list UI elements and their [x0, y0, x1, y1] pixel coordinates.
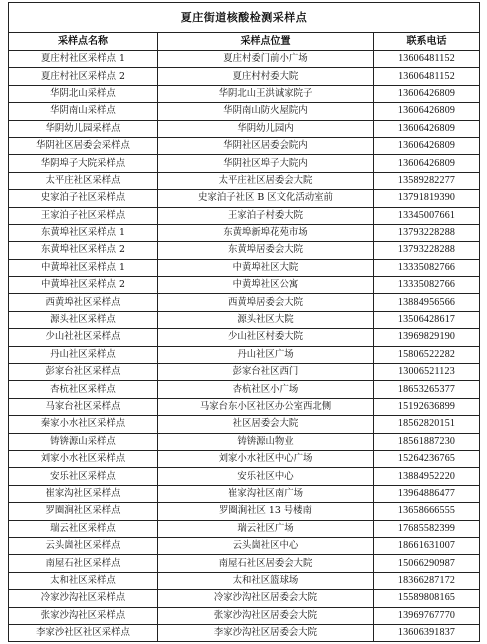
- phone-cell: 13658666555: [374, 503, 480, 520]
- table-row: [9, 416, 480, 433]
- table-row: [9, 224, 480, 241]
- site-location-cell: 王家泊子村委大院: [158, 207, 374, 224]
- phone-cell: 18661631007: [374, 537, 480, 554]
- phone-cell: 18562820151: [374, 416, 480, 433]
- site-name-cell: 罗圈涧社区采样点: [9, 503, 158, 520]
- phone-cell: 13606426809: [374, 155, 480, 172]
- table-row: [9, 207, 480, 224]
- site-location-cell: 罗圈涧社区 13 号楼南: [158, 503, 374, 520]
- site-location-cell: 社区居委会大院: [158, 416, 374, 433]
- site-location-cell: 冷家沙沟社区居委会大院: [158, 590, 374, 607]
- table-title: 夏庄街道核酸检测采样点: [9, 3, 480, 33]
- table-row: [9, 242, 480, 259]
- site-location-cell: 夏庄村委门前小广场: [158, 51, 374, 68]
- phone-cell: 13606426809: [374, 120, 480, 137]
- site-name-cell: 太平庄社区采样点: [9, 172, 158, 189]
- phone-cell: 13006521123: [374, 364, 480, 381]
- site-name-cell: 史家泊子社区采样点: [9, 190, 158, 207]
- column-header-site-name: 采样点名称: [9, 33, 158, 51]
- table-row: [9, 294, 480, 311]
- site-location-cell: 丹山社区广场: [158, 346, 374, 363]
- sampling-sites-sheet: [8, 2, 479, 642]
- site-name-cell: 夏庄村社区采样点 1: [9, 51, 158, 68]
- table-row: [9, 433, 480, 450]
- site-location-cell: 史家泊子社区 B 区文化活动室前: [158, 190, 374, 207]
- site-location-cell: 太平庄社区居委会大院: [158, 172, 374, 189]
- site-location-cell: 东黄埠居委会大院: [158, 242, 374, 259]
- site-name-cell: 华阴幼儿园采样点: [9, 120, 158, 137]
- site-location-cell: 夏庄村村委大院: [158, 68, 374, 85]
- phone-cell: 13335082766: [374, 277, 480, 294]
- site-location-cell: 马家台东小区社区办公室西北侧: [158, 398, 374, 415]
- site-location-cell: 铸锛源山物业: [158, 433, 374, 450]
- site-name-cell: 刘家小水社区采样点: [9, 450, 158, 467]
- phone-cell: 17685582399: [374, 520, 480, 537]
- site-name-cell: 云头崮社区采样点: [9, 537, 158, 554]
- phone-cell: 13345007661: [374, 207, 480, 224]
- site-name-cell: 华阴南山采样点: [9, 103, 158, 120]
- site-location-cell: 安乐社区中心: [158, 468, 374, 485]
- table-row: [9, 520, 480, 537]
- site-name-cell: 中黄埠社区采样点 2: [9, 277, 158, 294]
- phone-cell: 13506428617: [374, 311, 480, 328]
- site-name-cell: 铸锛源山采样点: [9, 433, 158, 450]
- column-header-phone: 联系电话: [374, 33, 480, 51]
- site-name-cell: 瑞云社区采样点: [9, 520, 158, 537]
- title-row: [9, 3, 480, 33]
- table-row: [9, 329, 480, 346]
- table-row: [9, 137, 480, 154]
- site-location-cell: 西黄埠居委会大院: [158, 294, 374, 311]
- header-row: [9, 33, 480, 51]
- table-row: [9, 51, 480, 68]
- phone-cell: 18561887230: [374, 433, 480, 450]
- site-name-cell: 源头社区采样点: [9, 311, 158, 328]
- phone-cell: 13335082766: [374, 259, 480, 276]
- table-row: [9, 572, 480, 589]
- phone-cell: 15806522282: [374, 346, 480, 363]
- site-name-cell: 东黄埠社区采样点 1: [9, 224, 158, 241]
- phone-cell: 15264236765: [374, 450, 480, 467]
- site-name-cell: 李家沙社区社区采样点: [9, 624, 158, 641]
- table-row: [9, 398, 480, 415]
- column-header-site-location: 采样点位置: [158, 33, 374, 51]
- site-location-cell: 彭家台社区西门: [158, 364, 374, 381]
- phone-cell: 13606426809: [374, 85, 480, 102]
- phone-cell: 13793228288: [374, 242, 480, 259]
- site-name-cell: 杏杭社区采样点: [9, 381, 158, 398]
- sampling-sites-table: [8, 2, 480, 642]
- site-name-cell: 华阴北山采样点: [9, 85, 158, 102]
- site-name-cell: 崔家沟社区采样点: [9, 485, 158, 502]
- table-row: [9, 537, 480, 554]
- phone-cell: 13884956566: [374, 294, 480, 311]
- site-location-cell: 南屋石社区居委会大院: [158, 555, 374, 572]
- table-row: [9, 259, 480, 276]
- phone-cell: 13969767770: [374, 607, 480, 624]
- phone-cell: 13884952220: [374, 468, 480, 485]
- table-row: [9, 590, 480, 607]
- phone-cell: 13969829190: [374, 329, 480, 346]
- table-row: [9, 485, 480, 502]
- phone-cell: 18366287172: [374, 572, 480, 589]
- site-location-cell: 太和社区篮球场: [158, 572, 374, 589]
- phone-cell: 13964886477: [374, 485, 480, 502]
- table-row: [9, 381, 480, 398]
- site-location-cell: 华阴幼儿园内: [158, 120, 374, 137]
- phone-cell: 15589808165: [374, 590, 480, 607]
- table-row: [9, 277, 480, 294]
- table-row: [9, 468, 480, 485]
- site-name-cell: 丹山社区采样点: [9, 346, 158, 363]
- site-location-cell: 源头社区大院: [158, 311, 374, 328]
- site-location-cell: 刘家小水社区中心广场: [158, 450, 374, 467]
- site-location-cell: 华阴北山王洪诚家院子: [158, 85, 374, 102]
- site-name-cell: 彭家台社区采样点: [9, 364, 158, 381]
- site-name-cell: 华阴社区居委会采样点: [9, 137, 158, 154]
- table-body: [9, 51, 480, 642]
- phone-cell: 13589282277: [374, 172, 480, 189]
- phone-cell: 13606391837: [374, 624, 480, 641]
- table-row: [9, 120, 480, 137]
- table-row: [9, 172, 480, 189]
- table-row: [9, 555, 480, 572]
- phone-cell: 15192636899: [374, 398, 480, 415]
- table-row: [9, 346, 480, 363]
- site-name-cell: 秦家小水社区采样点: [9, 416, 158, 433]
- site-name-cell: 东黄埠社区采样点 2: [9, 242, 158, 259]
- site-name-cell: 张家沙沟社区采样点: [9, 607, 158, 624]
- site-location-cell: 中黄埠社区公寓: [158, 277, 374, 294]
- site-location-cell: 东黄埠新埠花苑市场: [158, 224, 374, 241]
- site-name-cell: 南屋石社区采样点: [9, 555, 158, 572]
- site-name-cell: 太和社区采样点: [9, 572, 158, 589]
- site-location-cell: 华阴社区居委会院内: [158, 137, 374, 154]
- site-name-cell: 中黄埠社区采样点 1: [9, 259, 158, 276]
- table-row: [9, 607, 480, 624]
- table-row: [9, 155, 480, 172]
- table-row: [9, 103, 480, 120]
- site-location-cell: 崔家沟社区南广场: [158, 485, 374, 502]
- table-row: [9, 190, 480, 207]
- table-row: [9, 311, 480, 328]
- site-name-cell: 王家泊子社区采样点: [9, 207, 158, 224]
- site-name-cell: 少山社社区采样点: [9, 329, 158, 346]
- site-name-cell: 马家台社区采样点: [9, 398, 158, 415]
- site-location-cell: 中黄埠社区大院: [158, 259, 374, 276]
- phone-cell: 13606426809: [374, 103, 480, 120]
- site-location-cell: 张家沙沟社区居委会大院: [158, 607, 374, 624]
- table-row: [9, 85, 480, 102]
- site-location-cell: 少山社区村委大院: [158, 329, 374, 346]
- phone-cell: 13791819390: [374, 190, 480, 207]
- site-name-cell: 夏庄村社区采样点 2: [9, 68, 158, 85]
- table-row: [9, 68, 480, 85]
- phone-cell: 13606481152: [374, 68, 480, 85]
- phone-cell: 15066290987: [374, 555, 480, 572]
- site-name-cell: 华阴埠子大院采样点: [9, 155, 158, 172]
- table-row: [9, 450, 480, 467]
- phone-cell: 18653265377: [374, 381, 480, 398]
- site-name-cell: 冷家沙沟社区采样点: [9, 590, 158, 607]
- phone-cell: 13606481152: [374, 51, 480, 68]
- site-location-cell: 李家沙沟社区居委会大院: [158, 624, 374, 641]
- table-row: [9, 503, 480, 520]
- site-location-cell: 云头崮社区中心: [158, 537, 374, 554]
- phone-cell: 13793228288: [374, 224, 480, 241]
- site-name-cell: 安乐社区采样点: [9, 468, 158, 485]
- phone-cell: 13606426809: [374, 137, 480, 154]
- site-location-cell: 华阴社区埠子大院内: [158, 155, 374, 172]
- site-name-cell: 西黄埠社区采样点: [9, 294, 158, 311]
- table-row: [9, 364, 480, 381]
- table-row: [9, 624, 480, 641]
- site-location-cell: 瑞云社区广场: [158, 520, 374, 537]
- site-location-cell: 杏杭社区小广场: [158, 381, 374, 398]
- site-location-cell: 华阴南山防火屋院内: [158, 103, 374, 120]
